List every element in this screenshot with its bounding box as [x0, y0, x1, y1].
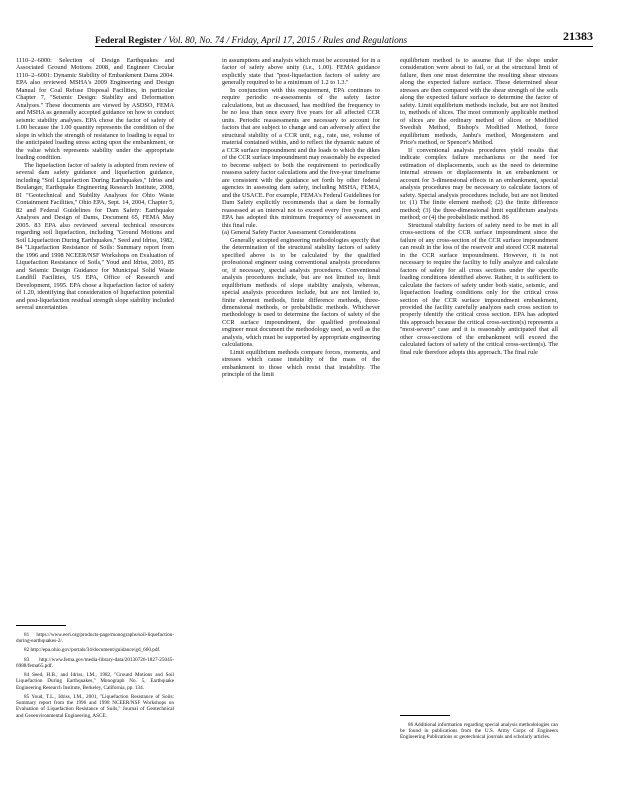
paragraph: Generally accepted engineering methodologies specify that the determination of the structural stability factors of safety specified above is to be calculated by the qualified professional engineer using conventional analysis procedures or, if necessary, special analysis procedures. Conventional analysis procedures include, but are not limited to, limit equilibrium methods of slope stability analysis, whereas, special analysis procedures include, but are not limited to, finite element methods, finite difference methods, three-dimensional methods, or probabilistic methods. Whichever methodology is used to determine the factors of safety of the CCR surface impoundment, the qualified professional engineer must document the methodology used, as well as the analysis, which must be supported by appropriate engineering calculations. — [222, 236, 380, 349]
column-3 — [400, 57, 558, 356]
footnote: 83 http://www.fema.gov/media-library-data/20130726-1827-25045-6988/fema65.pdf. — [16, 656, 174, 669]
page-number: 21383 — [563, 29, 593, 43]
section-name: Rules and Regulations — [322, 36, 408, 46]
footnotes-left — [16, 625, 174, 722]
paragraph: In conjunction with this requirement, EPA continues to require periodic re-assessments of the safety factor calculations, but as discussed, has modified the frequency to be no less than once every five years for all affected CCR units. Periodic reassessments are necessary to account for factors that are subject to change and can adversely affect the structural stability of a CCR unit, e.g., rate, use, volume of material contained within, and to reflect the dynamic nature of a CCR surface impoundment and the loads to which the dikes of the CCR surface impoundment may reasonably be expected to become subject to both the requirement to periodically reassess safety factor calculations and the five-year timeframe are consistent with the guidance set forth by other federal agencies in assessing dam safety, including MSHA, FEMA, and the USACE. For example, FEMA's Federal Guidelines for Dam Safety explicitly recommends that a dam be formally reassessed at an interval not to exceed every five years, and EPA has adopted this minimum frequency of assessment in this final rule. — [222, 86, 380, 229]
column-2 — [222, 57, 380, 379]
footnote: 81 https://www.eeri.org/products-page/monographs/soil-liquefaction-during-earthquakes-2/. — [16, 632, 174, 645]
paragraph: Limit equilibrium methods compare forces, moments, and stresses which cause instability of the mass of the embankment to those which resist that instability. The principle of the limit — [222, 348, 380, 379]
footnote: 84 Seed, H.B., and Idriss, I.M., 1982, ''Ground Motions and Soil Liquefaction During Earthquakes,'' Monograph No. 5, Earthquake Engineering Research Institute, Berkeley, California, pp. 134. — [16, 672, 174, 691]
column-1 — [16, 57, 174, 311]
journal-name: Federal Register — [95, 36, 162, 46]
paragraph: The liquefaction factor of safety is adopted from review of several dam safety guidance and liquefaction guidance, including ''Soil Liquefaction During Earthquakes,'' Idriss and Boulanger, Earthquake Engineering Research Institute, 2008, 81 ''Geotechnical and Stability Analyses for Ohio Waste Containment Facilities,'' Ohio EPA, Sept. 14, 2004, Chapter 5, 82 and Federal Guidelines for Dam Safety: Earthquake Analyses and Design of Dams, Document 65, FEMA May 2005. 83 EPA also reviewed several technical resources regarding soil liquefaction, including ''Ground Motions and Soil Liquefaction During Earthquakes,'' Seed and Idriss, 1982, 84 ''Liquefaction Resistance of Soils: Summary report from the 1996 and 1998 NCEER/NSF Workshops on Evaluation of Liquefaction Resistance of Soils,'' Youd and Idriss, 2001, 85 and Seismic Design Guidance for Municipal Solid Waste Landfill Facilities, US EPA, Office of Research and Development, 1995. EPA chose a liquefaction factor of safety of 1.20, identifying that consideration of liquefaction potential and post-liquefaction residual strength slope stability included several uncertainties — [16, 161, 174, 311]
footnotes-right — [400, 715, 558, 744]
paragraph: 1110–2–6000: Selection of Design Earthquakes and Associated Ground Motions 2008, and Engineer Circular 1110–2–6001: Dynamic Stability of Embankment Dams 2004. EPA also reviewed MSHA's 2009 Engineering and Design Manual for Coal Refuse Disposal Facilities, in particular Chapter 7, ''Seismic Design: Stability and Deformation Analyses.'' These documents are viewed by ASDSO, FEMA and MSHA as generally accepted guidance on how to conduct seismic stability analyses. EPA chose the factor of safety of 1.00 because the 1.00 quantity represents the condition of the slope in which the strength of resistance to loading is equal to the anticipated loading stress acting upon the embankment, or the value which represents stability under the appropriate loading condition. — [16, 57, 174, 162]
paragraph: Structural stability factors of safety need to be met in all cross-sections of the CCR surface impoundment since the failure of any cross-section of the CCR surface impoundment can result in the loss of the reservoir and stored CCR material in the CCR surface impoundment. However, it is not necessary to require the facility to fully analyze and calculate factors of safety for all cross sections under the specific loading conditions identified above. Rather, it is sufficient to calculate the factors of safety under both static, seismic, and liquefaction loading conditions only for the critical cross section of the CCR surface impoundment embankment, provided the facility carefully analyzes each cross section to properly identify the critical cross section. EPA has adopted this approach because the critical cross-section(s) represents a ''most-severe'' case and it is reasonably anticipated that all other cross-sections of the embankment will exceed the calculated factors of safety of the critical cross-section(s). The final rule therefore adopts this approach. The final rule — [400, 221, 558, 356]
paragraph: equilibrium method is to assume that if the slope under consideration were about to fail, or at the structural limit of failure, then one must determine the resulting shear stresses along the expected failure surface. These determined shear stresses are then compared with the shear strength of the soils along the expected failure surface to determine the factor of safety. Limit equilibrium methods include, but are not limited to, methods of slices. The most commonly applicable method of slices are the ordinary method of slices or Modified Swedish Method, Bishop's Modified Method, force equilibrium methods, Janbu's method, Morgenstern and Price's method, or Spencer's Method. — [400, 57, 558, 147]
paragraph: in assumptions and analysis which must be accounted for in a factor of safety above unity (i.e., 1.00). FEMA guidance explicitly state that ''post-liquefaction factors of safety are generally required to be a minimum of 1.2 to 1.3.'' — [222, 57, 380, 87]
header-title — [95, 36, 407, 46]
paragraph: (a) General Safety Factor Assessment Considerations — [222, 229, 357, 237]
footnote-rule — [400, 715, 450, 716]
paragraph: If conventional analysis procedures yield results that indicate complex failure mechanisms or the need for estimation of displacements, such as the need to determine internal stresses or displacements in an embankment or account for 3-dimensional effects in an embankment, special analysis procedures may be necessary to calculate factors of safety. Special analysis procedures include, but are not limited to: (1) The finite element method; (2) the finite difference method; (3) the three-dimensional limit equilibrium analysis method; or (4) the probabilistic method. 86 — [400, 146, 558, 222]
page-header — [95, 28, 593, 47]
footnote: 82 http://epa.ohio.gov/portals/34/document/guidance/gd_660.pdf. — [24, 647, 161, 654]
footnote: 86 Additional information regarding special analysis methodologies can be found in publications from the U.S. Army Corps of Engineers Engineering Publications or geotechnical journals and scholarly articles. — [400, 722, 558, 741]
volume-info: / Vol. 80, No. 74 / Friday, April 17, 2015 / — [163, 36, 321, 46]
footnote: 85 Youd, T.L., Idriss, I.M., 2001, ''Liquefaction Resistance of Soils: Summary report from the 1996 and 1998 NCEER/NSF Workshops on Evaluation of Liquefaction Resistance of Soils,'' Journal of Geotechnical and Geoenvironmental Engineering, ASCE. — [16, 693, 174, 719]
footnote-rule — [16, 625, 66, 626]
